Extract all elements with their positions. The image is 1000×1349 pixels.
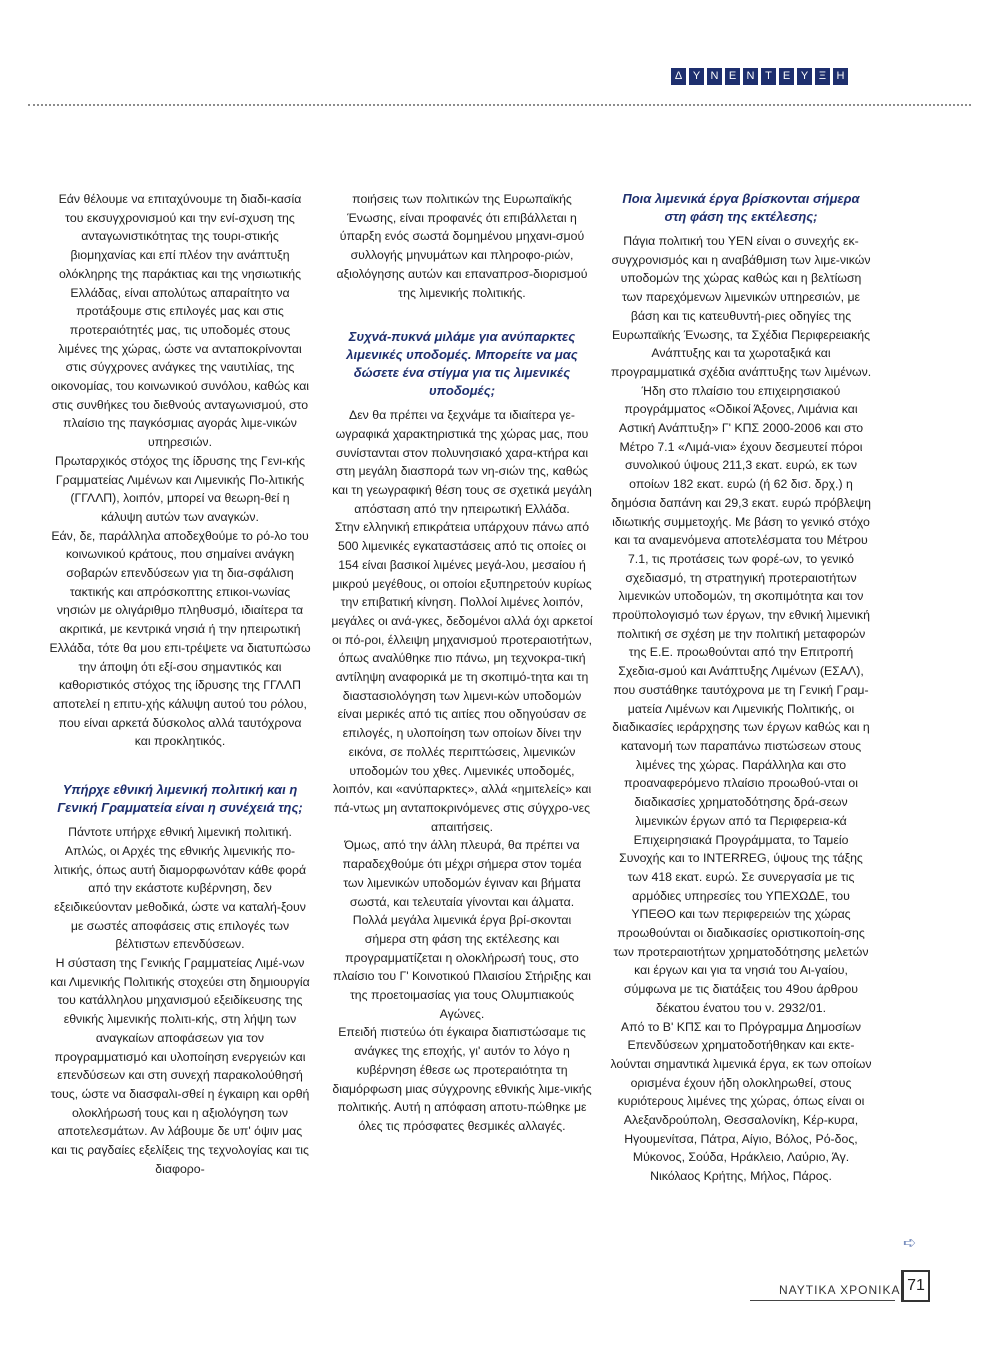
article-column-3 (610, 190, 872, 1186)
body-paragraph: Η σύσταση της Γενικής Γραμματείας Λιμέ-νων και Λιμενικής Πολιτικής στοχεύει στη δημιουργία του κατάλληλου μηχανισμού εξειδίκευσης της εθνικής λιμενικής πολιτι-κής, στη λήψη των αναγκαίων αποφάσεων για τον προγραμματισμό και υλοποίηση ενεργειών και επενδύσεων και στη συνεχή παρακολούθησή τους, ώστε να διασφαλι-σθεί η έγκαιρη και ορθή ολοκλήρωσή τους και η αξιολόγηση των αποτελεσμάτων. Αν λάβουμε δε υπ' όψιν μας και τις ραγδαίες εξελίξεις της τεχνολογίας και τις διαφορο- (50, 956, 310, 1176)
body-paragraph: Εάν θέλουμε να επιταχύνουμε τη διαδι-κασία του εκσυγχρονισμού και την ενί-σχυση της ανταγωνιστικότητας της τουρι-στικής βιομηχανίας και επί πλέον την ανάπτυξη ολόκληρης της παράκτιας και της νησιωτικής Ελλάδας, είναι απολύτως απαραίτητο να προτάξουμε στις επιλογές μας και στις προτεραιότητές μας, τις υποδομές στους λιμένες της χώρας, ώστε να ανταποκρίνονται στις σύγχρονες ανάγκες της ναυτιλίας, της οικονομίας, του κοινωνικού συνόλου, καθώς και στις συνθήκες του διεθνούς ανταγωνισμού, στο πλαίσιο της παγκόσμιας αγοράς λιμε-νικών υπηρεσιών. (50, 192, 310, 450)
interview-question: Συχνά-πυκνά μιλάμε για ανύπαρκτες λιμενικές υποδομές. Μπορείτε να μας δώσετε ένα στίγμα για τις λιμενικές υποδομές; (346, 329, 578, 399)
body-paragraph: Στην ελληνική επικράτεια υπάρχουν πάνω από 500 λιμενικές εγκαταστάσεις από τις οποίες οι 154 είναι βασικοί λιμένες μεγά-λου, μεσαίου ή μικρού μεγέθους, οι οποίοι εξυπηρετούν κυρίως την επιβατική κίνηση. Πολλοί λιμένες λοιπόν, μεγάλες οι ανά-γκες, δεδομένοι αλλά όχι αρκετοί οι πό-ροι, έλλειψη μηχανισμού προτεραιοτήτων, όπως αναλύθηκε πιο πάνω, μη τεχνοκρα-τική αντίληψη αναφορικά με τη σκοπιμό-τητα και τη διαστασιολόγηση των λιμενι-κών υποδομών είναι μερικές από τις αιτίες που οδηγούσαν σε επιλογές, η υλοποίηση των οποίων δίνει την εικόνα, σε πολλές περιπτώσεις, λιμενικών υποδομών του χθες. Λιμενικές υποδομές, λοιπόν, και «ανύπαρκτες», αλλά «ημιτελείς» και πά-ντως μη ανταποκρινόμενες στις σύγχρο-νες απαιτήσεις. (331, 520, 593, 834)
page-number: 71 (901, 1270, 930, 1302)
section-letter: Ε (779, 68, 794, 85)
body-paragraph: Όμως, από την άλλη πλευρά, θα πρέπει να παραδεχθούμε ότι μέχρι σήμερα στον τομέα των λιμενικών υποδομών έγιναν και βήματα σωστά, και τελευταία γίνονται και άλματα. Πολλά μεγάλα λιμενικά έργα βρί-σκονται σήμερα στη φάση της εκτέλεσης και προγραμματίζεται η ολοκλήρωσή τους, στο πλαίσιο του Γ' Κοινοτικού Πλαισίου Στήριξης και της προετοιμασίας για τους Ολυμπιακούς Αγώνες. (332, 838, 592, 1021)
section-letter: Ν (707, 68, 722, 85)
interview-question: Ποια λιμενικά έργα βρίσκονται σήμερα στη φάση της εκτέλεσης; (622, 191, 860, 224)
section-letter: Τ (761, 68, 776, 85)
section-letter: Υ (797, 68, 812, 85)
section-tag (671, 68, 848, 85)
body-paragraph: Εάν, δε, παράλληλα αποδεχθούμε το ρό-λο του κοινωνικού κράτους, που σημαίνει ανάγκη σοβαρών επενδύσεων για τη δια-σφάλιση τακτικής και απρόσκοπτης επικοι-νωνίας νησιών με ολιγάριθμο πληθυσμό, ιδιαίτερα τα ακριτικά, με κεντρικά νησιά ή την ηπειρωτική Ελλάδα, τότε θα μου επι-τρέψετε να διατυπώσω την άποψη ότι εξί-σου σημαντικός και καθοριστικός στόχος της ίδρυσης της ΓΓΛΛΠ αποτελεί η επιτυ-χής κάλυψη αυτού του ρόλου, που είναι αρκετά δύσκολος αλλά ταυτόχρονα και προκλητικός. (49, 528, 311, 749)
body-paragraph: Από το Β' ΚΠΣ και το Πρόγραμμα Δημοσίων Επενδύσεων χρηματοδοτήθηκαν και εκτε-λούνται σημαντικά λιμενικά έργα, εκ των οποίων ορισμένα έχουν ήδη ολοκληρωθεί, στους κυριότερους λιμένες της χώρας, όπως είναι οι Αλεξανδρούπολη, Θεσσαλονίκη, Κέρ-κυρα, Ηγουμενίτσα, Πάτρα, Αίγιο, Βόλος, Ρό-δος, Μύκονος, Σούδα, Ηράκλειο, Λαύριο, Άγ. Νικόλαος Κρήτης, Μήλος, Πάρος. (610, 1019, 872, 1184)
section-letter: Υ (689, 68, 704, 85)
body-paragraph: Πάντοτε υπήρχε εθνική λιμενική πολιτική. Απλώς, οι Αρχές της εθνικής λιμενικής πο-λιτικής, όπως αυτή διαμορφωνόταν κάθε φορά από την εκάστοτε κυβέρνηση, δεν εξειδικεύονταν μεθοδικά, ώστε να καταλή-ξουν με σωστές αποφάσεις στις επιλογές των βέλτιστων επενδύσεων. (53, 825, 307, 952)
body-paragraph: Δεν θα πρέπει να ξεχνάμε τα ιδιαίτερα γε-ωγραφικά χαρακτηριστικά της χώρας μας, που συνίστανται στον πολυνησιακό χαρα-κτήρα και στη μεγάλη διασπορά των νη-σιών της, καθώς και τη γεωγραφική θέση τους σε σχετικά μεγάλη απόσταση από την ηπειρωτική Ελλάδα. (332, 408, 592, 516)
body-paragraph: ποιήσεις των πολιτικών της Ευρωπαϊκής Ένωσης, είναι προφανές ότι επιβάλλεται η ύπαρξη ενός σωστά δομημένου μηχανι-σμού συλλογής μηνυμάτων και πληροφο-ριών, αξιολόγησης αυτών και επαναπροσ-διορισμού της λιμενικής πολιτικής. (336, 192, 588, 300)
header-divider (28, 104, 971, 106)
footer-divider (750, 1300, 895, 1301)
section-letter: Δ (671, 68, 686, 85)
continue-arrow-icon: ➪ (903, 1235, 917, 1252)
section-letter: Η (833, 68, 848, 85)
article-column-1 (49, 190, 311, 1178)
magazine-name: ΝΑΥΤΙΚΑ ΧΡΟΝΙΚΑ (779, 1283, 901, 1297)
body-paragraph: Πρωταρχικός στόχος της ίδρυσης της Γενι-κής Γραμματείας Λιμένων και Λιμενικής Πο-λιτικής (ΓΓΛΛΠ), λοιπόν, μπορεί να θεωρη-θεί η κάλυψη αυτών των αναγκών. (54, 453, 305, 524)
article-column-2 (331, 190, 593, 1136)
section-letter: Ν (743, 68, 758, 85)
section-letter: Ε (725, 68, 740, 85)
body-paragraph: Πάγια πολιτική του ΥΕΝ είναι ο συνεχής εκ-συγχρονισμός και η αναβάθμιση των λιμε-νικών υποδομών της χώρας καθώς και η βελτίωση των παρεχόμενων λιμενικών υπηρεσιών, με βάση και τις κατευθυντή-ριες οδηγίες της Ευρωπαϊκής Ένωσης, τα Σχέδια Περιφερειακής Ανάπτυξης και τα χωροταξικά και προγραμματικά σχέδια ανάπτυξης των λιμένων. Ήδη στο πλαίσιο του επιχειρησιακού προγράμματος «Οδικοί Άξονες, Λιμάνια και Αστική Ανάπτυξη» Γ' ΚΠΣ 2000-2006 και στο Μέτρο 7.1 «Λιμά-νια» έχουν δεσμευτεί πόροι συνολικού ύψους 211,3 εκατ. ευρώ, εκ των οποίων 182 εκατ. ευρώ (ή 62 δισ. δρχ.) η δημόσια δαπάνη και 29,3 εκατ. ευρώ πρόβλεψη ιδιωτικής συμμετοχής. Με βάση το γενικό στόχο και τα αναμενόμενα αποτελέσματα του Μέτρου 7.1, τις προτάσεις των φορέ-ων, το γενικό σχεδιασμό, τη στρατηγική προτεραιοτήτων λιμενικών υποδομών, τη σκοπιμότητα και τον προϋπολογισμό των έργων, την εθνική λιμενική πολιτική σε σχέση με την πολιτική μεταφορών της Ε.Ε. προωθούνται από την Επιτροπή Σχεδια-σμού και Ανάπτυξης Λιμένων (ΕΣΑΛ), που συστάθηκε ταυτόχρονα με τη Γενική Γραμ-ματεία Λιμένων και Λιμενικής Πολιτικής, οι διαδικασίες ιεράρχησης των έργων καθώς και η κατανομή των παραπάνω πιστώσεων στους λιμένες της χώρας. Παράλληλα και στο προαναφερόμενο πλαίσιο προωθού-νται οι διαδικασίες χρηματοδότησης δρά-σεων λιμενικών έργων από τα Περιφερεια-κά Επιχειρησιακά Προγράμματα, το Ταμείο Συνοχής και το INTERREG, ύψους της τάξης των 418 εκατ. ευρώ. Σε συνεργασία με τις αρμόδιες υπηρεσίες του ΥΠΕΧΩΔΕ, του ΥΠΕΘΟ και των περιφερειών της χώρας προωθούνται οι διαδικασίες οριστικοποίη-σης των προτεραιοτήτων χρηματοδότησης μελετών και έργων και για τα νησιά του Αι-γαίου, σύμφωνα με τις διατάξεις του 49ου άρθρου δέκατου ένατου του ν. 2932/01. (610, 234, 872, 1015)
interview-question: Υπήρχε εθνική λιμενική πολιτική και η Γενική Γραμματεία είναι η συνέχειά της; (57, 782, 303, 816)
section-letter: Ξ (815, 68, 830, 85)
body-paragraph: Επειδή πιστεύω ότι έγκαιρα διαπιστώσαμε τις ανάγκες της εποχής, γι' αυτόν το λόγο η κυβέρνηση έθεσε ως προτεραιότητα τη διαμόρφωση μιας σύγχρονης εθνικής λιμε-νικής πολιτικής. Αυτή η απόφαση αποτυ-πώθηκε με όλες τις πρόσφατες θεσμικές αλλαγές. (332, 1025, 592, 1133)
